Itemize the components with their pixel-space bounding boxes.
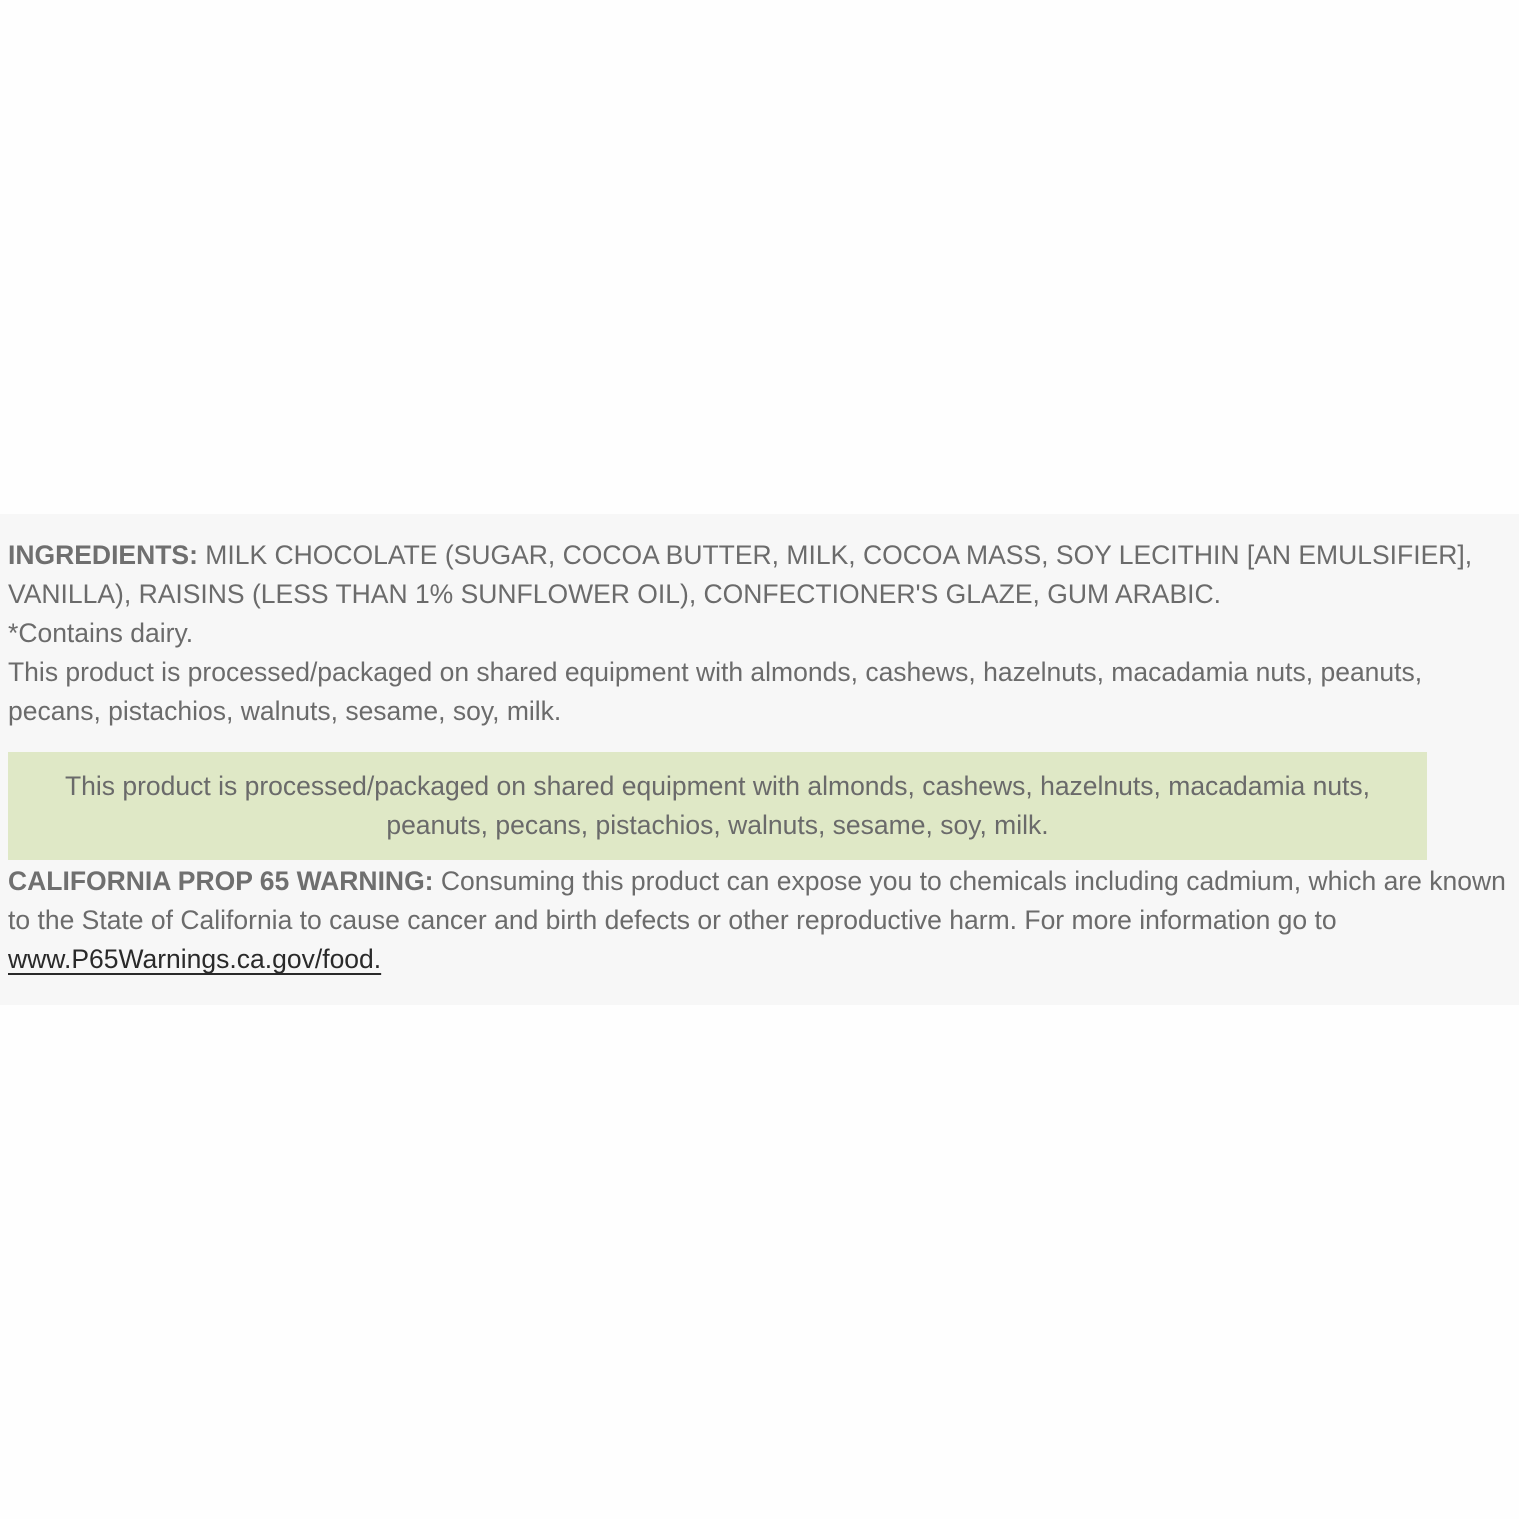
product-info-panel (0, 514, 1519, 1005)
ingredients-paragraph (8, 536, 1511, 614)
shared-equipment-note: This product is processed/packaged on shared equipment with almonds, cashews, hazelnuts, macadamia nuts, peanuts, pecans, pistachios, walnuts, sesame, soy, milk. (8, 657, 1423, 726)
prop65-label: CALIFORNIA PROP 65 WARNING: (8, 866, 434, 896)
prop65-text: Consuming this product can expose you to chemicals including cadmium, which are known to the State of California to cause cancer and birth defects or other reproductive harm. For more information go to (8, 866, 1506, 935)
p65-warnings-link[interactable]: www.P65Warnings.ca.gov/food. (8, 944, 382, 974)
contains-dairy-note: *Contains dairy. (8, 618, 194, 648)
ingredients-label: INGREDIENTS: (8, 540, 198, 570)
allergen-notice-text: This product is processed/packaged on shared equipment with almonds, cashews, hazelnuts, macadamia nuts, peanuts, pecans, pistachios, walnuts, sesame, soy, milk. (64, 771, 1371, 840)
ingredients-text: MILK CHOCOLATE (SUGAR, COCOA BUTTER, MILK, COCOA MASS, SOY LECITHIN [AN EMULSIFIER], VANILLA), RAISINS (LESS THAN 1% SUNFLOWER OIL), CONFECTIONER'S GLAZE, GUM ARABIC. (8, 540, 1473, 609)
prop65-warning (8, 862, 1511, 979)
allergen-notice-box (8, 752, 1427, 860)
